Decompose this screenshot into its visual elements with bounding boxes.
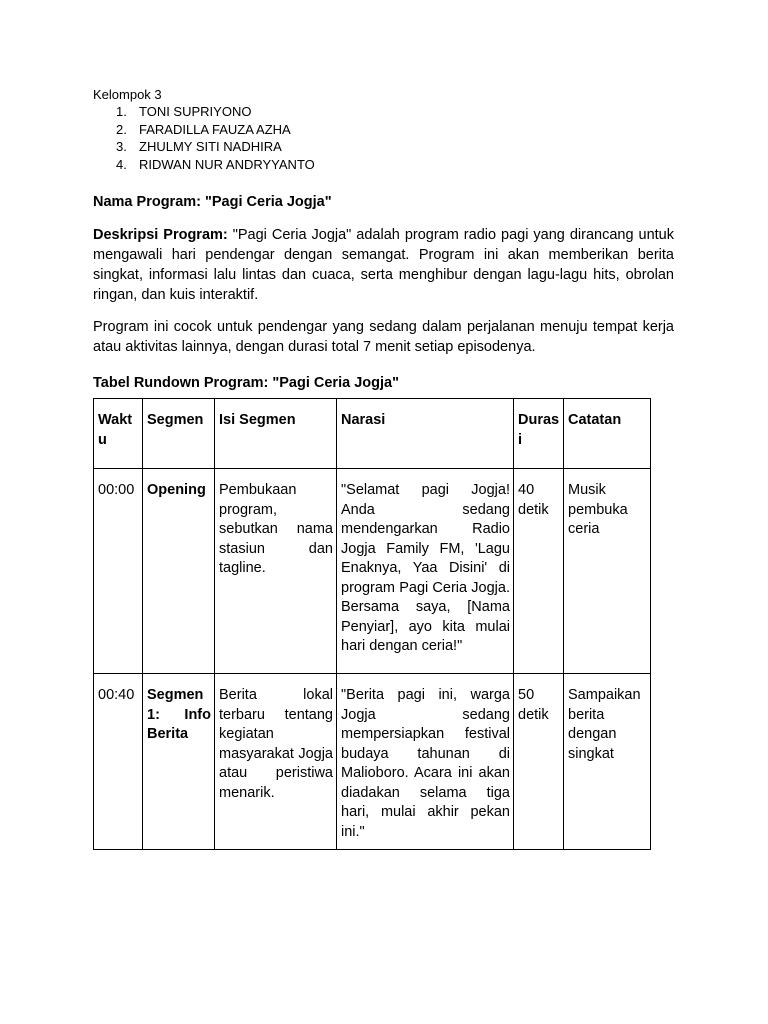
- header-durasi: Durasi: [514, 399, 564, 469]
- table-heading: Tabel Rundown Program: "Pagi Ceria Jogja": [93, 375, 399, 391]
- cell-isi-segmen: Berita lokal terbaru tentang kegiatan masyarakat Jogja atau peristiwa menarik.: [215, 674, 337, 850]
- member-name: FARADILLA FAUZA AZHA: [139, 121, 291, 137]
- member-number: 2.: [116, 121, 127, 137]
- table-row: [94, 674, 651, 850]
- cell-isi-segmen: Pembukaan program, sebutkan nama stasiun dan tagline.: [215, 469, 337, 674]
- table-row: [94, 469, 651, 674]
- table-header-row: [94, 399, 651, 469]
- header-narasi: Narasi: [337, 399, 514, 469]
- cell-segmen: Segmen 1: Info Berita: [143, 674, 215, 850]
- header-catatan: Catatan: [564, 399, 651, 469]
- cell-durasi: 50 detik: [514, 674, 564, 850]
- cell-durasi: 40 detik: [514, 469, 564, 674]
- member-number: 1.: [116, 104, 127, 119]
- group-title: Kelompok 3: [93, 87, 162, 102]
- member-name: TONI SUPRIYONO: [139, 104, 252, 119]
- cell-narasi: "Selamat pagi Jogja! Anda sedang mendengarkan Radio Jogja Family FM, 'Lagu Enaknya, Yaa Disini' di program Pagi Ceria Jogja. Bersama saya, [Nama Penyiar], ayo kita mulai hari dengan ceria!": [337, 469, 514, 674]
- member-name: RIDWAN NUR ANDRYYANTO: [139, 157, 315, 173]
- program-audience-text: Program ini cocok untuk pendengar yang sedang dalam perjalanan menuju tempat kerja atau aktivitas lainnya, dengan durasi total 7 menit setiap episodenya.: [93, 319, 674, 355]
- cell-catatan: Sampaikan berita dengan singkat: [564, 674, 651, 850]
- description-text: "Pagi Ceria Jogja" adalah program radio pagi yang dirancang untuk mengawali hari pendengar dengan semangat. Program ini akan memberikan berita singkat, informasi lalu lintas dan cuaca, serta menghibur dengan lagu-lagu hits, obrolan ringan, dan kuis interaktif.: [93, 227, 674, 303]
- member-number: 3.: [116, 139, 127, 155]
- member-name: ZHULMY SITI NADHIRA: [139, 139, 282, 155]
- cell-waktu: 00:00: [94, 469, 143, 674]
- program-name-heading: Nama Program: "Pagi Ceria Jogja": [93, 194, 332, 210]
- header-segmen: Segmen: [143, 399, 215, 469]
- header-isi-segmen: Isi Segmen: [215, 399, 337, 469]
- description-label: Deskripsi Program:: [93, 227, 228, 243]
- cell-narasi: "Berita pagi ini, warga Jogja sedang mempersiapkan festival budaya tahunan di Malioboro. Acara ini akan diadakan selama tiga hari, mulai akhir pekan ini.": [337, 674, 514, 850]
- header-waktu: Waktu: [94, 399, 143, 469]
- member-item: [116, 156, 315, 174]
- member-item: [116, 138, 315, 156]
- cell-waktu: 00:40: [94, 674, 143, 850]
- program-description: [93, 225, 674, 305]
- rundown-table: [93, 398, 651, 850]
- cell-catatan: Musik pembuka ceria: [564, 469, 651, 674]
- member-list: [116, 103, 315, 174]
- member-item: [116, 103, 315, 121]
- member-item: [116, 121, 315, 139]
- member-number: 4.: [116, 157, 127, 173]
- cell-segmen: Opening: [143, 469, 215, 674]
